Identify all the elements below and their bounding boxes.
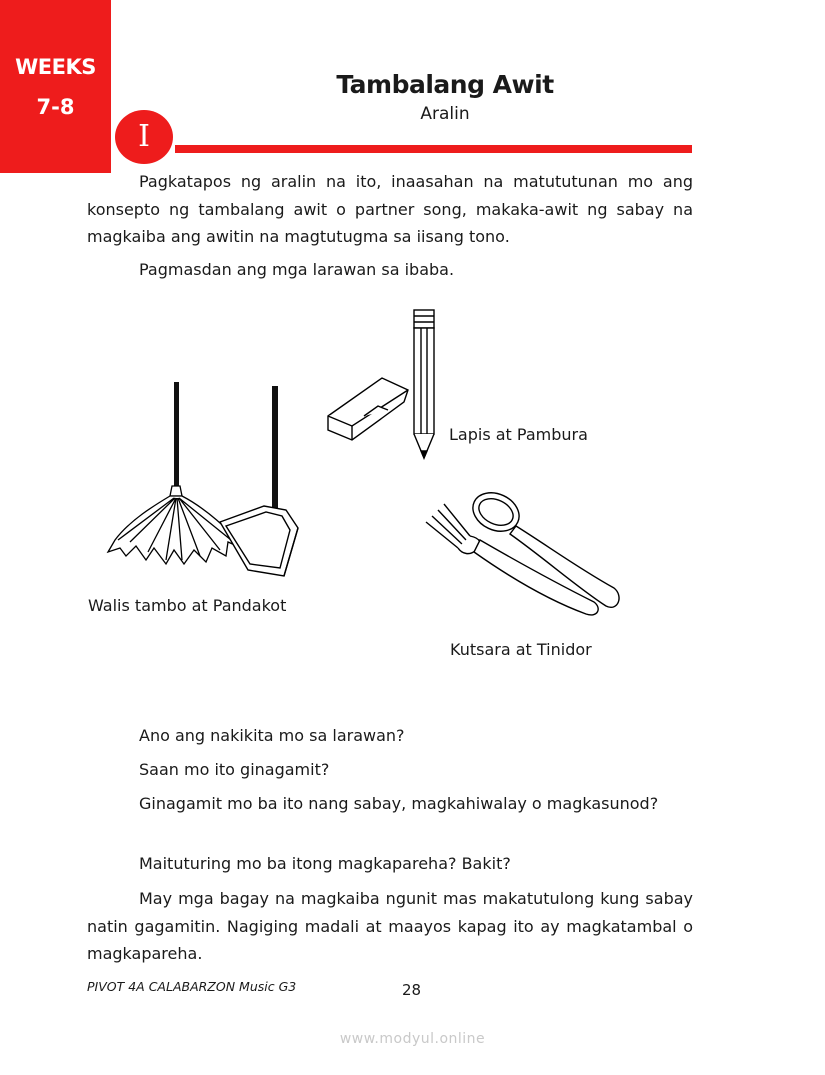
question-1: Ano ang nakikita mo sa larawan? <box>139 726 405 745</box>
broom-caption: Walis tambo at Pandakot <box>88 596 287 615</box>
weeks-label: WEEKS <box>15 55 96 79</box>
pencil-caption: Lapis at Pambura <box>449 425 588 444</box>
intro-paragraph: Pagkatapos ng aralin na ito, inaasahan na matututunan mo ang konsepto ng tambalang awit o partner song, makaka-awit ng sabay na magkaiba ang awitin na magtutugma sa iisang tono. <box>87 172 693 246</box>
weeks-tab <box>0 0 111 173</box>
watermark: www.modyul.online <box>339 1031 486 1047</box>
question-3: Ginagamit mo ba ito nang sabay, magkahiwalay o magkasunod? <box>139 794 659 813</box>
section-badge: I <box>115 110 173 164</box>
header-rule <box>175 145 692 153</box>
instruction-text: Pagmasdan ang mga larawan sa ibaba. <box>139 260 455 279</box>
conclusion-paragraph: May mga bagay na magkaiba ngunit mas makatutulong kung sabay natin gagamitin. Nagiging madali at maayos kapag ito ay magkatambal o magkapareha. <box>87 889 693 963</box>
dustpan-icon <box>220 386 298 576</box>
footer-source: PIVOT 4A CALABARZON Music G3 <box>87 979 297 994</box>
broom-dustpan-illustration <box>100 380 310 590</box>
pencil-eraser-illustration <box>322 306 442 466</box>
spoon-caption: Kutsara at Tinidor <box>450 640 592 659</box>
broom-icon <box>108 382 246 564</box>
question-4: Maituturing mo ba itong magkapareha? Bakit? <box>139 854 511 873</box>
lesson-title: Tambalang Awit <box>336 70 554 99</box>
page-number: 28 <box>402 981 422 999</box>
pencil-icon <box>414 310 434 458</box>
spoon-fork-illustration <box>418 488 628 628</box>
lesson-subtitle: Aralin <box>420 104 470 124</box>
weeks-range: 7-8 <box>36 95 75 119</box>
eraser-icon <box>328 378 408 440</box>
question-2: Saan mo ito ginagamit? <box>139 760 330 779</box>
